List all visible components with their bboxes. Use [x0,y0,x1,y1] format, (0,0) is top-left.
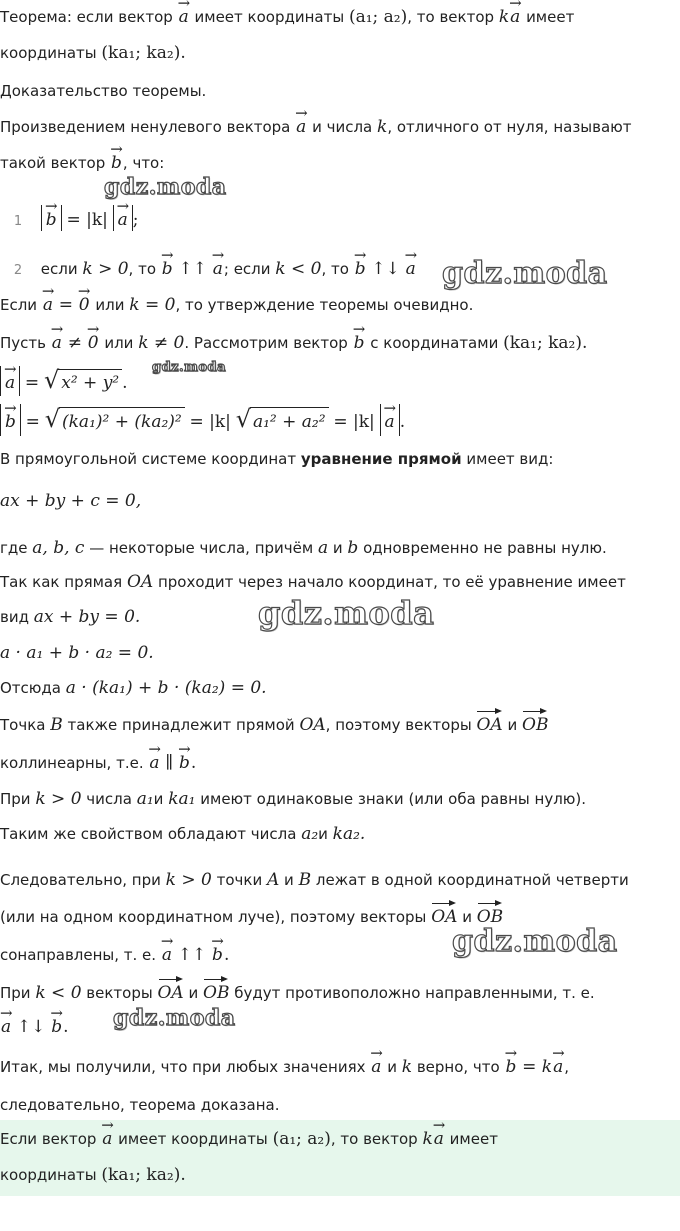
math: (ka₁; ka₂). [101,43,186,63]
substitution-formula: a · a₁ + b · a₂ = 0. [0,643,154,663]
math: . [63,1017,69,1037]
math: a, b, c [32,538,85,558]
text: и [507,716,518,734]
abs-a [380,404,400,436]
opposite-line [0,1016,69,1038]
math: = |k| [189,412,231,432]
math: k ≠ 0 [138,333,185,353]
text: и числа [312,118,373,136]
text: ; если [223,260,271,278]
coefficients-line [0,537,607,559]
vector-a: → a [295,116,307,138]
text: Если [0,296,38,314]
same-property-line [0,823,365,845]
list-number: 1 [13,214,23,229]
vector-b: → b [4,408,17,436]
math: OA [299,715,326,735]
text: имеет вид: [466,450,554,468]
math: k > 0 [35,789,82,809]
vector-a: → a [42,294,54,316]
text: если [40,260,78,278]
consequence-line-1 [0,869,629,891]
abs-b [41,205,62,231]
math: = [58,295,74,315]
math: B [298,870,312,890]
math: k > 0 [165,870,212,890]
text: , отличного от нуля, называют [387,118,632,136]
definition-line-1 [0,116,632,138]
text: координаты [0,44,97,62]
text: имеют одинаковые знаки (или оба равны нулю). [200,790,587,808]
vector-b: → b [211,944,224,966]
negative-k-line [0,982,595,1004]
math: (ka₁; ka₂). [503,333,588,353]
text: верно, что [416,1058,500,1076]
text: имеет [449,1130,498,1148]
vector-a: → a [433,1128,445,1150]
text: и [284,871,294,889]
collinear-line [0,752,196,774]
text: Теорема: если вектор [0,8,173,26]
watermark: gdz.moda [113,1005,236,1031]
vector-a: → a [101,1128,113,1150]
abs-a [113,205,133,231]
text: Пусть [0,334,46,352]
vector-a: → a [405,258,417,280]
math: ax + by = 0. [33,607,141,627]
vector-oa: OA [431,907,458,927]
text: точки [216,871,263,889]
text: Отсюда [0,679,61,697]
vector-a: → a [178,6,190,28]
vector-b: → b [50,1016,63,1038]
text: такой вектор [0,154,106,172]
text: где [0,539,28,557]
point-b-line [0,714,548,736]
suppose-line [0,332,587,354]
length-b-formula: → b = √ (ka₁)² + (ka₂)² = |k| √ a₁² + a₂² = |k| → a . [0,404,405,436]
math: k [401,1057,413,1077]
math: ↑↑ [177,945,207,965]
math: (a₁; a₂) [348,7,408,27]
positive-k-line [0,788,586,810]
text: , то вектор [407,8,495,26]
text: При [0,790,31,808]
text: вид [0,608,29,626]
text: или [95,296,125,314]
math: k [377,117,388,137]
math: ↑↓ [371,259,400,279]
math: (ka₁; ka₂). [101,1165,186,1185]
theorem-line-1 [0,6,574,28]
vector-oa: OA [157,983,184,1003]
math: ka₂. [332,824,366,844]
text: и [188,984,199,1002]
vector-a: → a [552,1056,564,1078]
watermark: gdz.moda [442,256,608,291]
consequence-line-2 [0,906,503,928]
hence-line [0,677,267,699]
list-item-2 [0,258,417,282]
vector-a: → a [0,1016,12,1038]
vector-a: → a [370,1056,382,1078]
math: = [25,412,40,432]
vector-b: → b [354,258,367,280]
vector-a: → a [4,370,16,396]
math: = |k| [333,412,375,432]
vector-b: → b [353,332,366,354]
answer-line-1 [0,1128,498,1150]
text: В прямоугольной системе координат [0,450,297,468]
math: . [190,753,197,773]
vector-zero: → 0 [87,332,100,354]
text: Так как прямая [0,573,123,591]
text: Произведением ненулевого вектора [0,118,291,136]
watermark: gdz.moda [152,360,227,375]
text: имеет координаты [118,1130,268,1148]
text: При [0,984,31,1002]
math: a₁ [136,789,154,809]
math: k = 0 [129,295,176,315]
math: = |k| [66,210,108,230]
text: Если вектор [0,1130,97,1148]
text: коллинеарны, т.е. [0,754,144,772]
vector-a: → a [384,408,396,436]
trivial-case-line [0,294,473,316]
theorem-line-2 [0,42,186,64]
text: сонаправлены, т. е. [0,946,157,964]
math: ↑↑ [178,259,207,279]
math: = k [522,1057,553,1077]
line-through-origin-2 [0,606,140,628]
math: a₁² + a₂² [250,407,329,436]
math: . [223,945,230,965]
answer-line-2 [0,1164,186,1186]
vector-b: → b [110,152,123,174]
text: . Рассмотрим вектор [184,334,348,352]
vector-b: → b [178,752,191,774]
text: и [153,790,164,808]
text: и [462,908,472,926]
math: (a₁; a₂) [272,1129,331,1149]
text: или [104,334,134,352]
math: k < 0 [35,983,82,1003]
vector-b: → b [45,209,58,231]
vector-a: → a [509,6,521,28]
conclusion-line-2: следовательно, теорема доказана. [0,1096,280,1114]
vector-ob: OB [476,907,504,927]
text: и [318,825,328,843]
vector-b: → b [504,1056,517,1078]
text: , поэтому векторы [325,716,472,734]
text: будут противоположно направленными, т. е. [234,984,595,1002]
line-through-origin-1 [0,571,626,593]
text: проходит через начало координат, то её уравнение имеет [157,573,626,591]
math: = [24,373,40,393]
text: — некоторые числа, причём [89,539,314,557]
math: k [422,1129,433,1149]
definition-line-2 [0,152,164,174]
vector-ob: OB [203,983,230,1003]
abs-a [0,366,20,396]
text: имеет координаты [194,8,345,26]
text: и [332,539,343,557]
math: a · (ka₁) + b · (ka₂) = 0. [65,678,267,698]
text: , то [128,260,156,278]
vector-a: → a [161,944,173,966]
text: , то вектор [330,1130,418,1148]
vector-zero: → 0 [78,294,91,316]
bold-term: уравнение прямой [300,450,462,468]
text: , то [321,260,349,278]
text: имеет [526,8,575,26]
watermark: gdz.moda [104,174,227,200]
math: (ka₁)² + (ka₂)² [59,407,185,436]
math: OA [126,572,154,592]
math: k > 0 [82,259,129,279]
conclusion-line-1 [0,1056,569,1078]
math: a [317,538,329,558]
text: и [387,1058,397,1076]
vector-a: → a [212,258,224,280]
text: Следовательно, при [0,871,161,889]
math: A [266,870,280,890]
codirected-line [0,944,229,966]
watermark: gdz.moda [452,924,618,959]
math: k [498,7,510,27]
abs-b [0,404,21,436]
math: x² + y² [58,369,122,396]
math: B [50,715,63,735]
math: . [399,412,406,432]
text: Точка [0,716,46,734]
text: векторы [86,984,153,1002]
general-line-equation: ax + by + c = 0, [0,491,142,511]
text: одновременно не равны нулю. [363,539,607,557]
text: Итак, мы получили, что при любых значениях [0,1058,366,1076]
vector-ob: OB [522,715,549,735]
text: , то утверждение теоремы очевидно. [175,296,474,314]
text: лежат в одной координатной четверти [315,871,629,889]
text: , что: [122,154,165,172]
text: , [564,1058,570,1076]
text: координаты [0,1166,97,1184]
vector-a: → a [148,752,160,774]
text: Таким же свойством обладают числа [0,825,297,843]
vector-oa: OA [476,715,503,735]
watermark: gdz.moda [258,594,435,632]
length-a-formula: → a = √ x² + y² . [0,366,128,396]
math: ↑↓ [16,1017,46,1037]
math: b [347,538,359,558]
text: числа [86,790,132,808]
vector-a: → a [117,209,129,231]
math: ka₁ [168,789,196,809]
line-equation-intro [0,448,553,470]
text: (или на одном координатном луче), поэтому векторы [0,908,427,926]
vector-b: → b [161,258,174,280]
math: . [122,373,128,393]
math: ≠ [67,333,82,353]
list-item-1: 1 → b = |k| → a ; [0,205,139,233]
vector-a: → a [51,332,63,354]
math: k < 0 [275,259,322,279]
list-number: 2 [13,263,23,278]
text: также принадлежит прямой [67,716,295,734]
proof-heading: Доказательство теоремы. [0,82,207,100]
text: с координатами [370,334,499,352]
math: ∥ [165,753,174,773]
math: a₂ [301,824,319,844]
